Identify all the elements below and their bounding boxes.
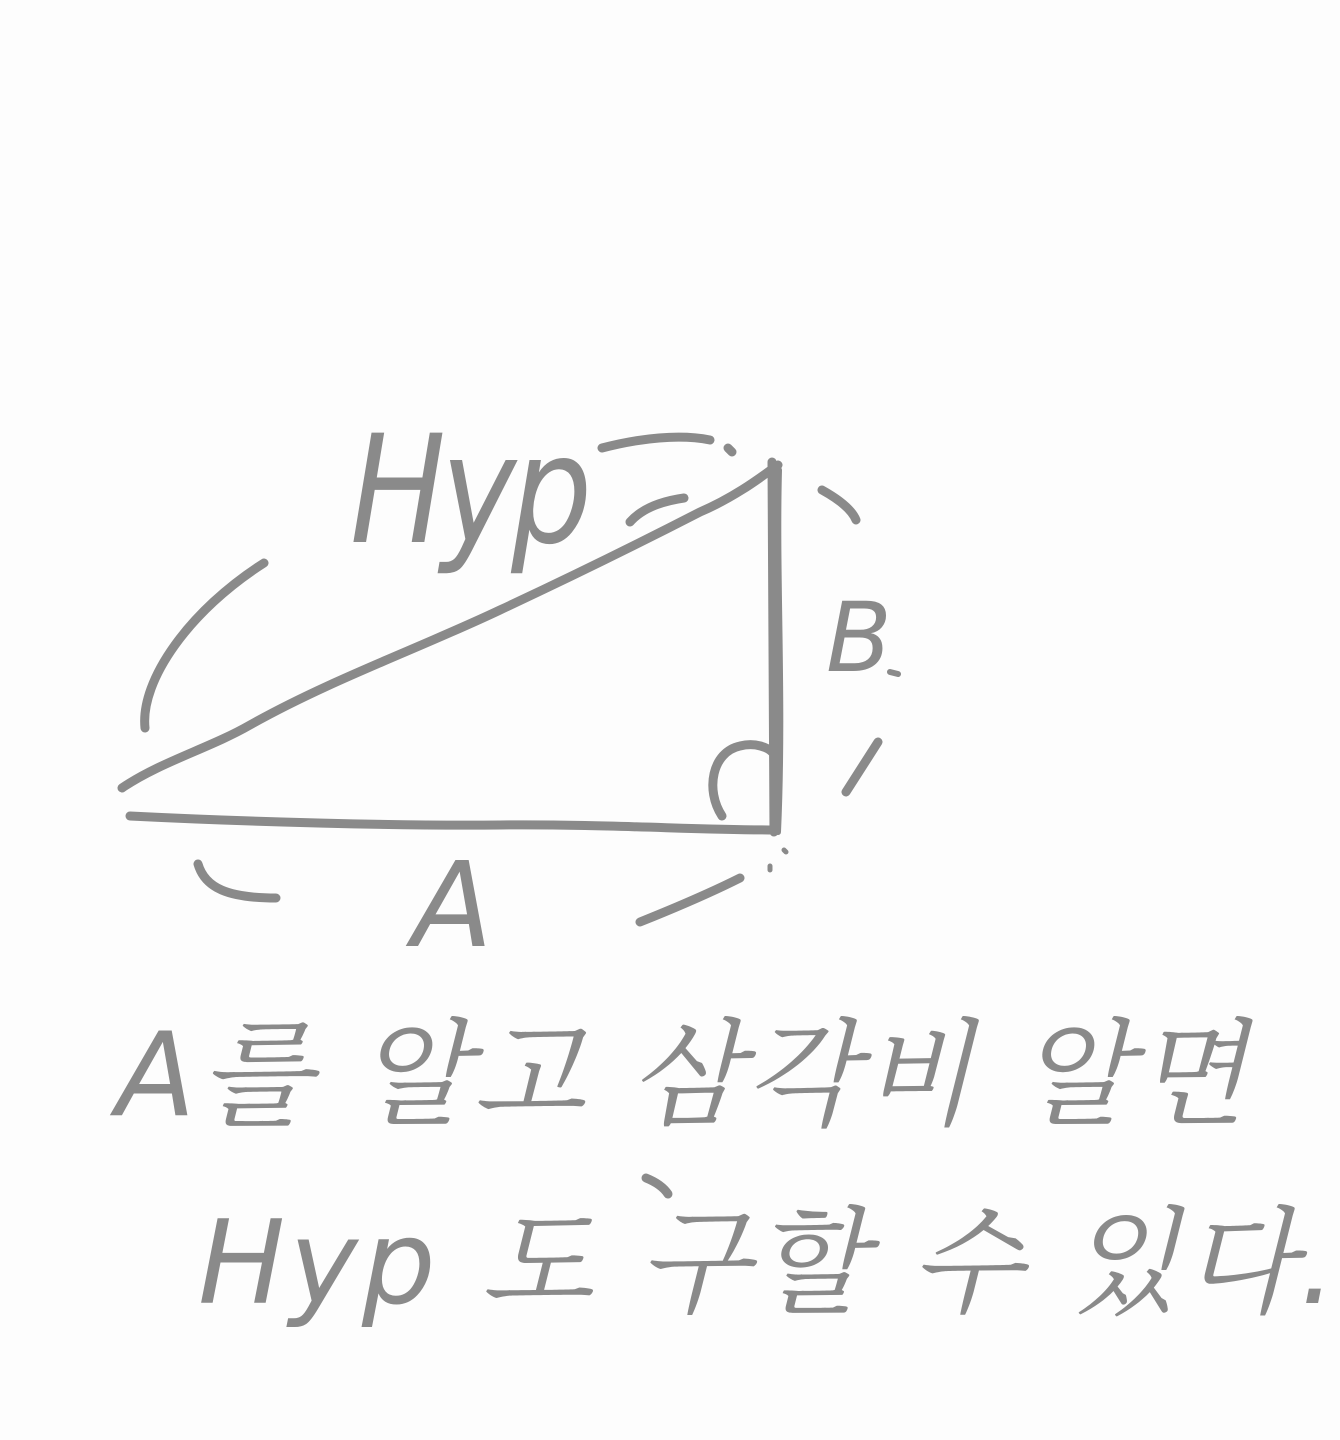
a-brace-right	[640, 878, 740, 922]
side-b-line	[772, 462, 774, 832]
hyp-brace-right-upper	[602, 437, 710, 448]
right-angle-mark	[713, 745, 772, 816]
note-line-1: A를 알고 삼각비 알면	[116, 1008, 1251, 1143]
b-brace-top	[822, 490, 856, 520]
side-b-label: B	[826, 582, 892, 694]
note-mark	[646, 1178, 668, 1194]
corner-dots	[770, 850, 786, 870]
hypotenuse-label: Hyp	[350, 404, 587, 578]
a-brace-left	[198, 864, 276, 898]
base-a-label: A	[412, 836, 493, 974]
hyp-brace-right-lower	[630, 498, 684, 522]
note-line-2: Hyp 도 구할 수 있다.	[198, 1196, 1340, 1331]
side-b-line-double	[778, 470, 780, 832]
hyp-brace-tick	[728, 448, 732, 452]
base-line	[130, 816, 776, 830]
hyp-brace-left	[145, 563, 264, 728]
b-brace-bottom	[846, 742, 878, 792]
